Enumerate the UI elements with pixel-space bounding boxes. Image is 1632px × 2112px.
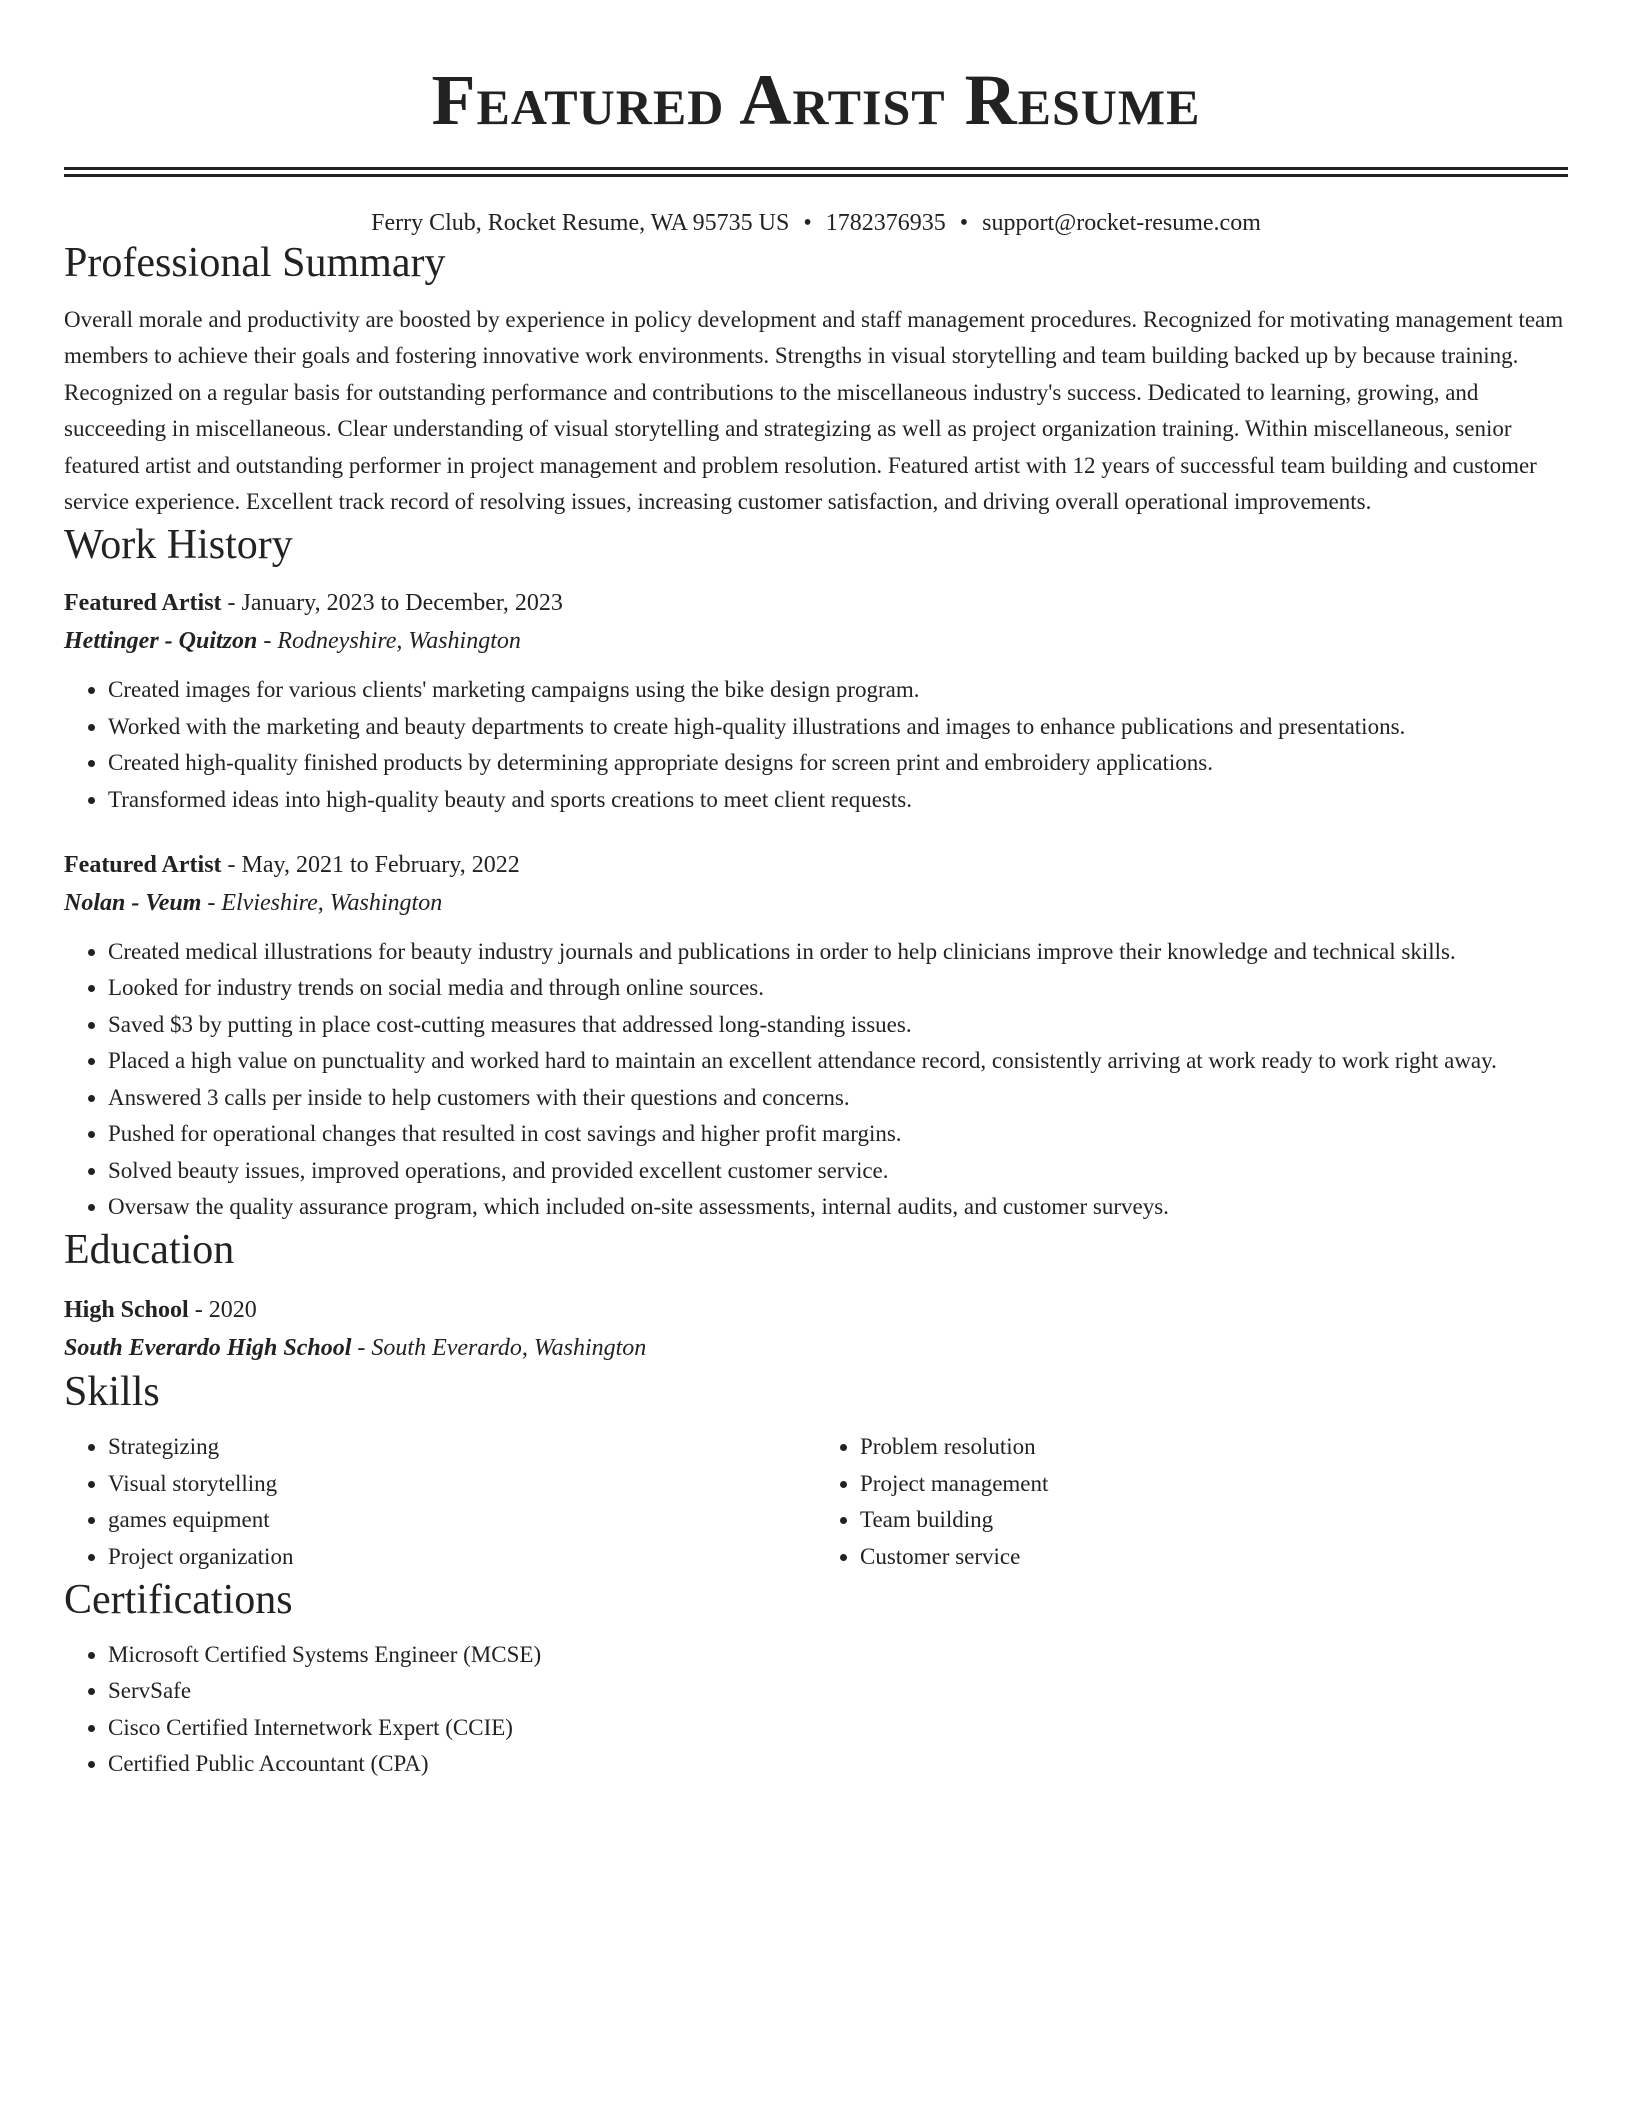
list-item: • ServSafe [108,1673,1568,1709]
list-item: • Pushed for operational changes that resulted in cost savings and higher profit margins. [108,1116,1568,1152]
job-title: Featured Artist [64,852,222,879]
list-item: • Microsoft Certified Systems Engineer (MCSE) [108,1637,1568,1673]
list-item: • Team building [860,1502,1568,1538]
list-item: • Customer service [860,1539,1568,1575]
job-company-line [64,884,1568,922]
job-company: Hettinger - Quitzon [64,628,258,655]
list-item: • Created images for various clients' marketing campaigns using the bike design program. [108,672,1568,708]
title-divider [64,167,1568,177]
list-item: • Oversaw the quality assurance program, which included on-site assessments, internal audits, and customer surveys. [108,1189,1568,1225]
job-location: - Elvieshire, Washington [201,890,443,917]
resume-title: Featured Artist Resume [431,60,1201,140]
skills-list-right [816,1429,1568,1575]
job-title-line [64,584,1568,622]
education-entry [64,1291,1568,1367]
list-item: • Looked for industry trends on social media and through online sources. [108,970,1568,1006]
list-item: • Project organization [108,1539,816,1575]
job-company: Nolan - Veum [64,890,202,917]
contact-address: Ferry Club, Rocket Resume, WA 95735 US [371,210,790,236]
job-company-line [64,622,1568,660]
certifications-heading: Certifications [64,1576,293,1623]
list-item: • Certified Public Accountant (CPA) [108,1746,1568,1782]
list-item: • Answered 3 calls per inside to help customers with their questions and concerns. [108,1080,1568,1116]
skills-grid [64,1429,1568,1575]
job-entry [64,846,1568,1225]
education-year: - 2020 [188,1297,257,1324]
list-item: • Solved beauty issues, improved operations, and provided excellent customer service. [108,1153,1568,1189]
list-item: • Strategizing [108,1429,816,1465]
work-history-heading: Work History [64,522,293,569]
education-heading: Education [64,1227,235,1274]
contact-phone: 1782376935 [825,210,946,236]
job-title: Featured Artist [64,590,222,617]
job-location: - Rodneyshire, Washington [257,628,521,655]
list-item: • Transformed ideas into high-quality beauty and sports creations to meet client requests. [108,782,1568,818]
education-school-line [64,1329,1568,1367]
list-item: • games equipment [108,1502,816,1538]
job-entry [64,584,1568,818]
list-item: • Problem resolution [860,1429,1568,1465]
education-degree-line [64,1291,1568,1329]
list-item: • Project management [860,1466,1568,1502]
list-item: • Created high-quality finished products by determining appropriate designs for screen print and embroidery applications. [108,745,1568,781]
list-item: • Saved $3 by putting in place cost-cutting measures that addressed long-standing issues. [108,1007,1568,1043]
education-location: - South Everardo, Washington [351,1335,647,1362]
contact-line [64,208,1568,238]
job-dates: - January, 2023 to December, 2023 [221,590,563,617]
list-item: • Visual storytelling [108,1466,816,1502]
job-duties-list [64,672,1568,818]
job-dates: - May, 2021 to February, 2022 [221,852,520,879]
summary-text: Overall morale and productivity are boosted by experience in policy development and staff management procedures. Recognized for motivating management team members to achieve their goals and fostering innovative work environments. Strengths in visual storytelling and team building backed up by because training. Recognized on a regular basis for outstanding performance and contributions to the miscellaneous industry's success. Dedicated to learning, growing, and succeeding in miscellaneous. Clear understanding of visual storytelling and strategizing as well as project organization training. Within miscellaneous, senior featured artist and outstanding performer in project management and problem resolution. Featured artist with 12 years of successful team building and customer service experience. Excellent track record of resolving issues, increasing customer satisfaction, and driving overall operational improvements. [64,307,1564,515]
contact-separator: • [803,210,812,236]
list-item: • Cisco Certified Internetwork Expert (CCIE) [108,1710,1568,1746]
job-title-line [64,846,1568,884]
education-school: South Everardo High School [64,1335,352,1362]
education-degree: High School [64,1297,189,1324]
list-item: • Worked with the marketing and beauty departments to create high-quality illustrations and images to enhance publications and presentations. [108,709,1568,745]
skills-heading: Skills [64,1369,160,1416]
list-item: • Placed a high value on punctuality and worked hard to maintain an excellent attendance record, consistently arriving at work ready to work right away. [108,1043,1568,1079]
skills-list-left [64,1429,816,1575]
list-item: • Created medical illustrations for beauty industry journals and publications in order to help clinicians improve their knowledge and technical skills. [108,934,1568,970]
job-duties-list [64,934,1568,1225]
contact-email: support@rocket-resume.com [982,210,1261,236]
contact-separator: • [959,210,969,236]
summary-heading: Professional Summary [64,240,446,286]
certifications-list [64,1637,1568,1783]
